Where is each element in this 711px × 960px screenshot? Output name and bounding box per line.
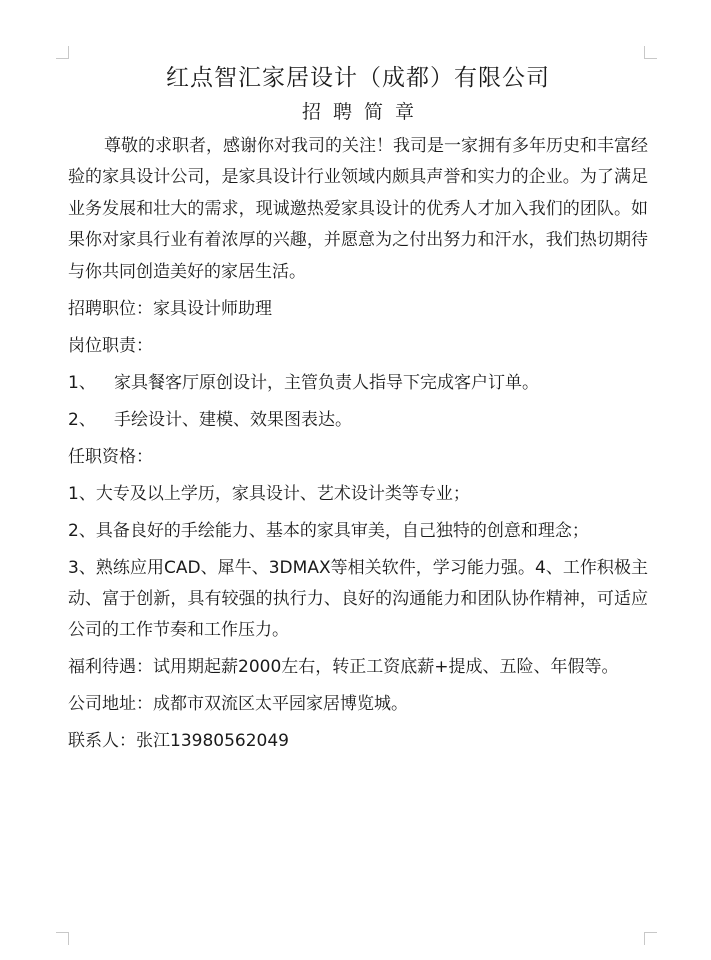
requirement-item-3: 3、熟练应用CAD、犀牛、3DMAX等相关软件，学习能力强。4、工作积极主动、富于创新，具有较强的执行力、良好的沟通能力和团队协作精神，可适应公司的工作节奏和工作压力。 [68, 558, 648, 641]
duty-text: 手绘设计、建模、效果图表达。 [114, 410, 352, 431]
duty-item-1 [68, 368, 648, 399]
intro-paragraph: 尊敬的求职者，感谢你对我司的关注！我司是一家拥有多年历史和丰富经验的家具设计公司，是家具设计行业领域内颇具声誉和实力的企业。为了满足业务发展和壮大的需求，现诚邀热爱家具设计的优秀人才加入我们的团队。如果你对家具行业有着浓厚的兴趣，并愿意为之付出努力和汗水，我们热切期待与你共同创造美好的家居生活。 [68, 136, 648, 282]
requirement-item-2: 2、具备良好的手绘能力、基本的家具审美，自己独特的创意和理念； [68, 521, 589, 542]
address-line: 公司地址：成都市双流区太平园家居博览城。 [68, 694, 408, 715]
requirements-heading: 任职资格： [68, 447, 153, 468]
page-corner-mark [644, 932, 657, 945]
page-corner-mark [644, 46, 657, 59]
page-corner-mark [56, 46, 69, 59]
document-page [68, 60, 648, 757]
duties-heading: 岗位职责： [68, 336, 153, 357]
benefits-paragraph: 福利待遇：试用期起薪2000左右，转正工资底薪+提成、五险、年假等。 [68, 657, 619, 678]
duty-text: 家具餐客厅原创设计，主管负责人指导下完成客户订单。 [114, 373, 539, 394]
page-corner-mark [56, 932, 69, 945]
company-title: 红点智汇家居设计（成都）有限公司 [166, 65, 550, 91]
requirement-item-1: 1、大专及以上学历，家具设计、艺术设计类等专业； [68, 484, 470, 505]
position-line: 招聘职位：家具设计师助理 [68, 299, 272, 320]
duty-number: 2、 [68, 410, 96, 431]
document-subtitle: 招聘简章 [301, 101, 426, 123]
duty-number: 1、 [68, 373, 96, 394]
contact-line: 联系人：张江13980562049 [68, 731, 289, 752]
duty-item-2 [68, 405, 648, 436]
